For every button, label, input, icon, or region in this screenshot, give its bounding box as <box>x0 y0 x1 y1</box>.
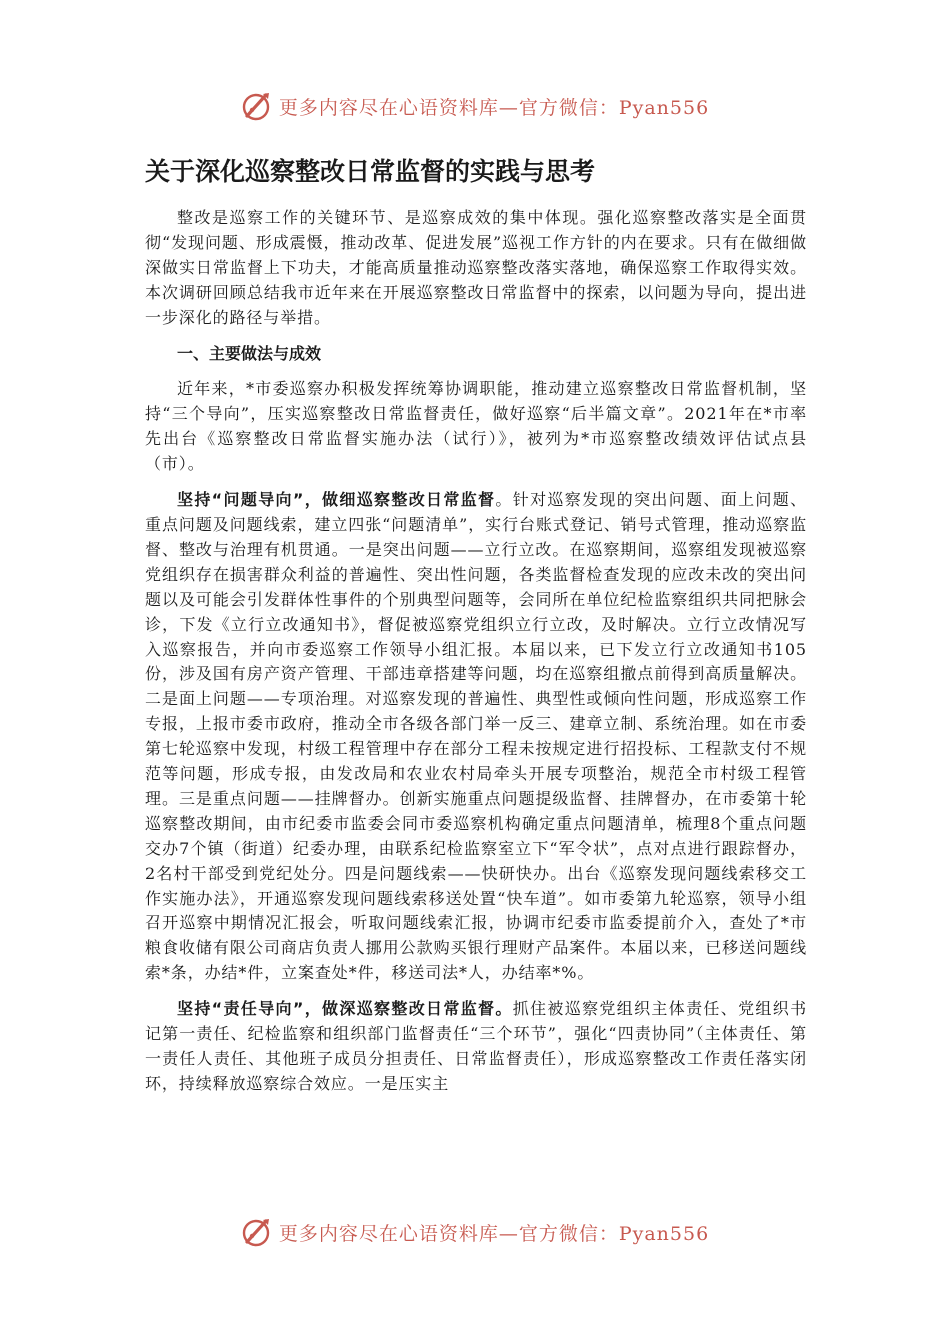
intro-paragraph: 整改是巡察工作的关键环节、是巡察成效的集中体现。强化巡察整改落实是全面贯彻“发现问题、形成震慑，推动改革、促进发展”巡视工作方针的内在要求。只有在做细做深做实日常监督上下功夫，才能高质量推动巡察整改落实落地，确保巡察工作取得实效。本次调研回顾总结我市近年来在开展巡察整改日常监督中的探索，以问题为导向，提出进一步深化的路径与举措。 <box>145 208 807 327</box>
pen-on-circle-logo-icon <box>241 1216 273 1248</box>
watermark-banner-top <box>0 86 950 126</box>
section-heading: 一、主要做法与成效 <box>177 343 322 363</box>
document-body <box>145 206 807 1108</box>
section-paragraph-3 <box>145 997 807 1097</box>
document-title: 关于深化巡察整改日常监督的实践与思考 <box>145 157 596 186</box>
section-paragraph-2 <box>145 488 807 986</box>
watermark-text: 更多内容尽在心语资料库—官方微信：Pyan556 <box>278 96 710 119</box>
paragraph-lead-sentence: 坚持“问题导向”，做细巡察整改日常监督 <box>177 490 496 510</box>
watermark-banner-bottom <box>0 1212 950 1252</box>
watermark-text: 更多内容尽在心语资料库—官方微信：Pyan556 <box>278 1222 710 1245</box>
paragraph-lead-sentence: 坚持“责任导向”，做深巡察整改日常监督。 <box>177 999 513 1019</box>
paragraph-body-text: 抓住被巡察党组织主体责任、党组织书记第一责任、纪检监察和组织部门监督责任“三个环节”，强化“四责协同”（主体责任、第一责任人责任、其他班子成员分担责任、日常监督责任），形成巡察整改工作责任落实闭环，持续释放巡察综合效应。一是压实主 <box>145 999 807 1093</box>
pen-on-circle-logo-icon <box>241 90 273 122</box>
section-paragraph-1: 近年来，*市委巡察办积极发挥统筹协调职能，推动建立巡察整改日常监督机制，坚持“三个导向”，压实巡察整改日常监督责任，做好巡察“后半篇文章”。2021年在*市率先出台《巡察整改日常监督实施办法（试行）》，被列为*市巡察整改绩效评估试点县（市）。 <box>145 379 807 474</box>
paragraph-body-text: 。针对巡察发现的突出问题、面上问题、重点问题及问题线索，建立四张“问题清单”，实行台账式登记、销号式管理，推动巡察监督、整改与治理有机贯通。一是突出问题——立行立改。在巡察期间，巡察组发现被巡察党组织存在损害群众利益的普遍性、突出性问题，各类监督检查发现的应改未改的突出问题以及可能会引发群体性事件的个别典型问题等，会同所在单位纪检监察组织共同把脉会诊，下发《立行立改通知书》，督促被巡察党组织立行立改，及时解决。立行立改情况写入巡察报告，并向市委巡察工作领导小组汇报。本届以来，已下发立行立改通知书105份，涉及国有房产资产管理、干部违章搭建等问题，均在巡察组撤点前得到高质量解决。二是面上问题——专项治理。对巡察发现的普遍性、典型性或倾向性问题，形成巡察工作专报，上报市委市政府，推动全市各级各部门举一反三、建章立制、系统治理。如在市委第七轮巡察中发现，村级工程管理中存在部分工程未按规定进行招投标、工程款支付不规范等问题，形成专报，由发改局和农业农村局牵头开展专项整治，规范全市村级工程管理。三是重点问题——挂牌督办。创新实施重点问题提级监督、挂牌督办，在市委第十轮巡察整改期间，由市纪委市监委会同市委巡察机构确定重点问题清单，梳理8个重点问题交办7个镇（街道）纪委办理，由联系纪检监察室立下“军令状”，点对点进行跟踪督办，2名村干部受到党纪处分。四是问题线索——快研快办。出台《巡察发现问题线索移交工作实施办法》，开通巡察发现问题线索移送处置“快车道”。如市委第九轮巡察，领导小组召开巡察中期情况汇报会，听取问题线索汇报，协调市纪委市监委提前介入，查处了*市粮食收储有限公司商店负责人挪用公款购买银行理财产品案件。本届以来，已移送问题线索*条，办结*件，立案查处*件，移送司法*人，办结率*%。 <box>145 490 807 983</box>
